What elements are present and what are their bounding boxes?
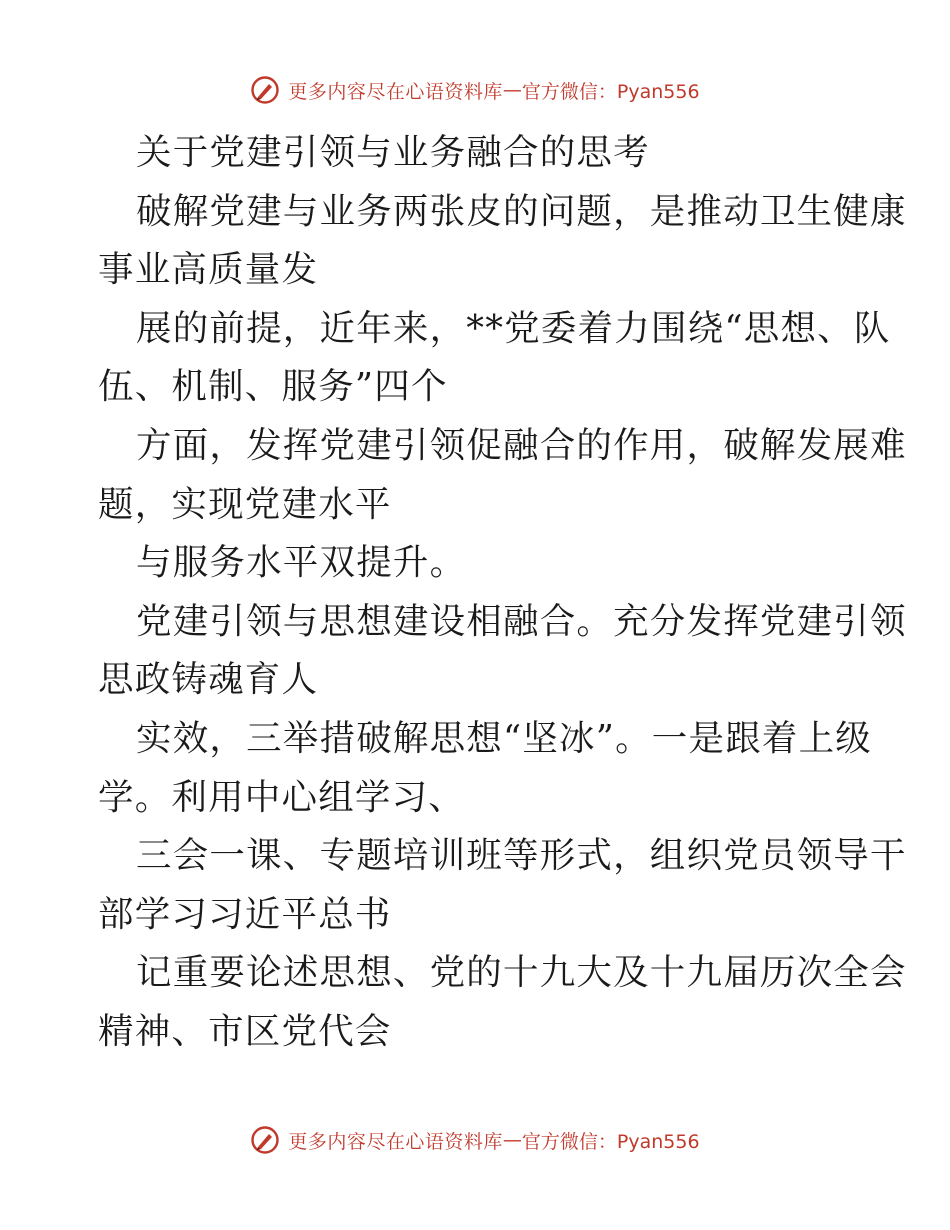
- paragraph-line: 记重要论述思想、党的十九大及十九届历次全会: [136, 952, 907, 994]
- paragraph-line: 伍、机制、服务”四个: [98, 366, 448, 408]
- paragraph-line: 事业高质量发: [98, 249, 319, 291]
- paragraph-line: 学。利用中心组学习、: [98, 776, 466, 818]
- paragraph-line: 精神、市区党代会: [98, 1010, 392, 1052]
- paragraph-line: 实效，三举措破解思想“坚冰”。一是跟着上级: [136, 717, 872, 759]
- watermark-brand: 更多内容尽在心语资料库: [288, 80, 503, 103]
- paragraph-line: 破解党建与业务两张皮的问题，是推动卫生健康: [136, 190, 907, 232]
- footer-watermark: [0, 1118, 950, 1162]
- doc-title: 关于党建引领与业务融合的思考: [136, 132, 650, 173]
- paragraph-line: 党建引领与思想建设相融合。充分发挥党建引领: [136, 600, 907, 642]
- watermark-wechat: 官方微信：Pyan556: [521, 80, 700, 103]
- paragraph-line: 展的前提，近年来，**党委着力围绕“思想、队: [136, 307, 891, 349]
- watermark-separator: —: [502, 79, 522, 101]
- paragraph-line: 方面，发挥党建引领促融合的作用，破解发展难: [136, 424, 907, 466]
- paragraph-line: 与服务水平双提升。: [136, 542, 467, 584]
- paragraph-line: 三会一课、专题培训班等形式，组织党员领导干: [136, 835, 907, 877]
- paragraph-line: 题，实现党建水平: [98, 483, 392, 525]
- pen-circle-logo-icon: [250, 75, 280, 105]
- document-body: [98, 124, 907, 1062]
- paragraph-line: 思政铸魂育人: [98, 659, 319, 701]
- watermark-brand: 更多内容尽在心语资料库: [288, 1130, 503, 1153]
- paragraph-line: 部学习习近平总书: [98, 893, 392, 935]
- header-watermark: [0, 68, 950, 112]
- watermark-wechat: 官方微信：Pyan556: [521, 1130, 700, 1153]
- pen-circle-logo-icon: [250, 1125, 280, 1155]
- watermark-separator: —: [502, 1129, 522, 1151]
